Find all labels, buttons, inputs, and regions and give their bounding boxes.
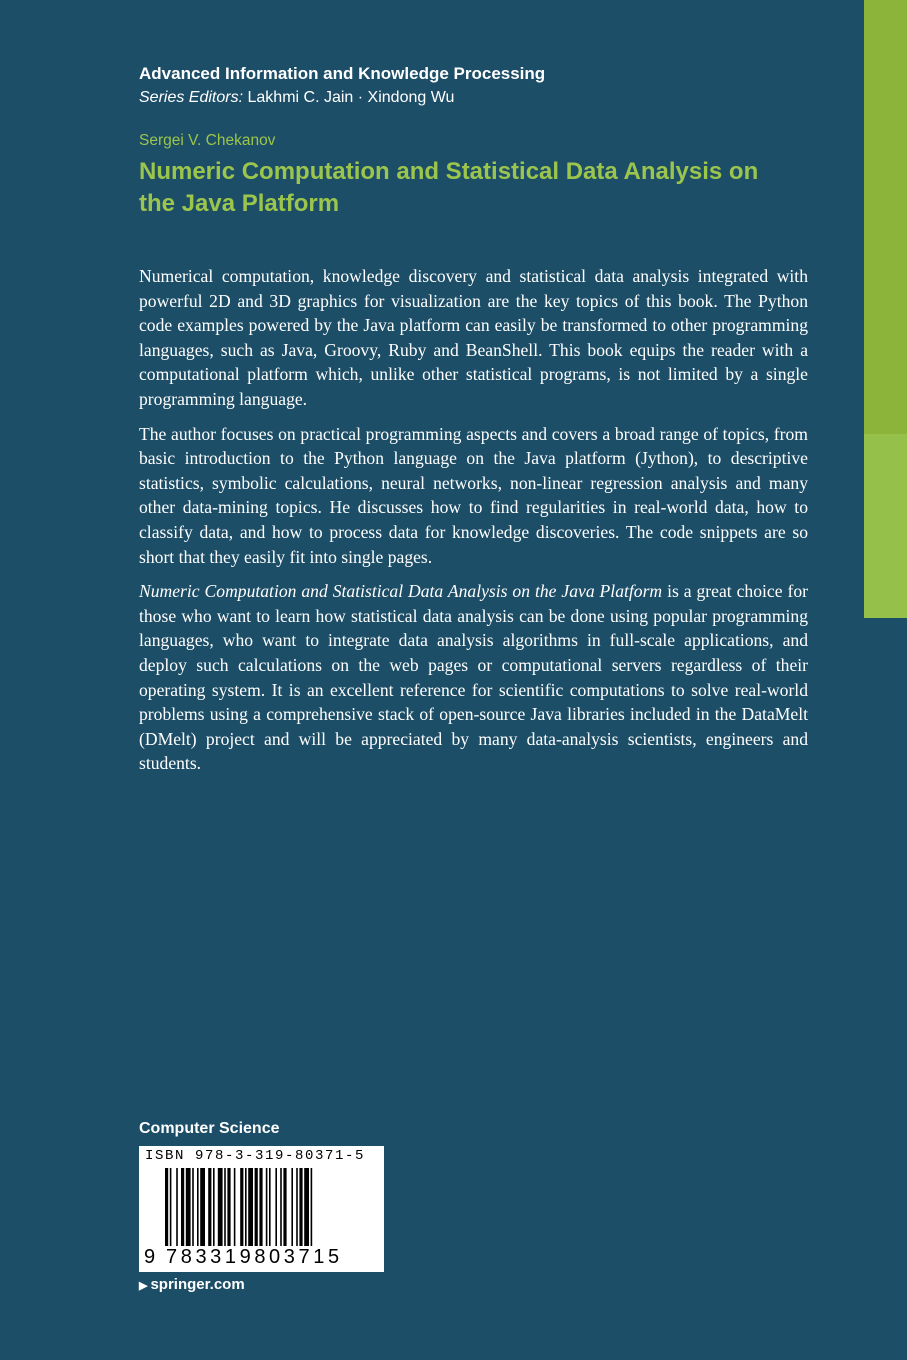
series-editors (139, 86, 545, 110)
series-editors-label: Series Editors: (139, 89, 244, 106)
blurb-paragraph-3 (139, 579, 808, 776)
book-title: Numeric Computation and Statistical Data Analysis on the Java Platform (139, 158, 759, 217)
barcode-bar (255, 1168, 258, 1246)
ean-first-digit: 9 (144, 1246, 156, 1268)
series-title: Advanced Information and Knowledge Processing (139, 64, 546, 83)
barcode-bar (248, 1168, 253, 1246)
blurb-paragraph-2: The author focuses on practical programming aspects and covers a broad range of topics, from basic introduction to the Python language on the Java platform (Jython), to descriptive statistics, symbolic calculations, neural networks, non-linear regression analysis and many other data-mining topics. He discusses how to find regularities in real-world data, how to classify data, and how to process data for knowledge discoveries. The code snippets are so short that they easily fit into single pages. (139, 423, 808, 567)
barcode-bar (224, 1168, 226, 1246)
barcode-bar (280, 1168, 282, 1246)
barcode-bar (240, 1168, 243, 1246)
barcode-bar (197, 1168, 199, 1246)
website-text: springer.com (150, 1276, 245, 1293)
blurb-book-title: Numeric Computation and Statistical Data Analysis on the Java Platform (139, 581, 663, 602)
barcode-bar (208, 1168, 211, 1246)
barcode-bar (259, 1168, 262, 1246)
barcode-bar (181, 1168, 184, 1246)
author-name: Sergei V. Chekanov (139, 132, 276, 149)
subject-category: Computer Science (139, 1120, 280, 1137)
green-stripe-top (864, 0, 907, 434)
barcode-bar (170, 1168, 172, 1246)
barcode-bar (311, 1168, 313, 1246)
barcode-bar (275, 1168, 277, 1246)
barcode-bar (304, 1168, 309, 1246)
barcode-bar (291, 1168, 293, 1246)
barcode-bar (283, 1168, 286, 1246)
barcode-bar (192, 1168, 194, 1246)
series-editors-names: Lakhmi C. Jain · Xindong Wu (247, 89, 455, 106)
barcode-bar (186, 1168, 191, 1246)
barcode-bar (299, 1168, 302, 1246)
isbn-barcode (139, 1146, 384, 1272)
barcode-bar (245, 1168, 247, 1246)
barcode-bar (218, 1168, 223, 1246)
barcode-bar (176, 1168, 178, 1246)
barcode-bar (266, 1168, 268, 1246)
barcode-bar (227, 1168, 230, 1246)
barcode-bar (165, 1168, 168, 1246)
green-stripe-bottom (864, 434, 907, 618)
barcode-bar (234, 1168, 236, 1246)
barcode-bar (269, 1168, 271, 1246)
blurb (139, 264, 808, 786)
isbn-text: ISBN 978-3-319-80371-5 (145, 1148, 366, 1164)
ean-digits: 783319803715 (166, 1246, 343, 1268)
arrow-right-icon: ▶ (139, 1280, 148, 1292)
blurb-paragraph-3-text: is a great choice for those who want to learn how statistical data analysis can be done using popular programming languages, who want to integrate data analysis algorithms in full-scale applications, and deploy such calculations on the web pages or computational servers regardless of their operating system. It is an excellent reference for scientific computations to solve real-world problems using a comprehensive stack of open-source Java libraries included in the DataMelt (DMelt) project and will be appreciated by many data-analysis scientists, engineers and students. (139, 581, 808, 774)
barcode-bar (200, 1168, 205, 1246)
barcode-bar (296, 1168, 298, 1246)
website-link[interactable] (139, 1276, 245, 1293)
blurb-paragraph-1: Numerical computation, knowledge discovery and statistical data analysis integrated with powerful 2D and 3D graphics for visualization are the key topics of this book. The Python code examples powered by the Java platform can easily be transformed to other programming languages, such as Java, Groovy, Ruby and BeanShell. This book equips the reader with a computational platform which, unlike other statistical programs, is not limited by a single programming language. (139, 266, 808, 409)
series-block (139, 62, 545, 110)
barcode-bars (165, 1168, 365, 1248)
barcode-bar (213, 1168, 215, 1246)
